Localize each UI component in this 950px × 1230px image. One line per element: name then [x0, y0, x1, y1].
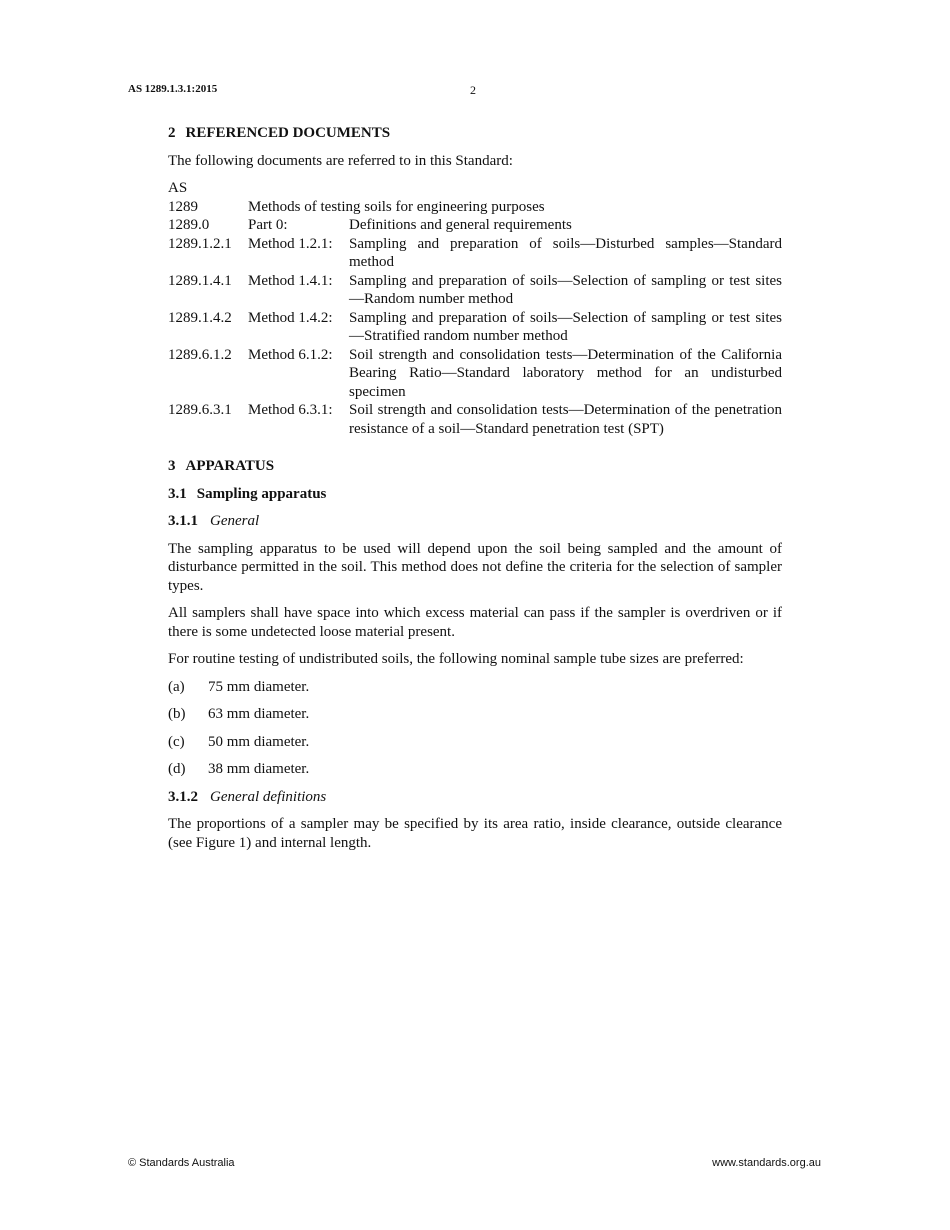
reference-series-title: Methods of testing soils for engineering purposes [248, 198, 545, 215]
reference-method: Method 1.4.1: [248, 272, 333, 289]
list-text: 63 mm diameter. [208, 706, 310, 722]
reference-method: Method 6.1.2: [248, 346, 333, 363]
paragraph: All samplers shall have space into which excess material can pass if the sampler is overdriven or if there is some undetected loose material present. [168, 605, 782, 640]
list-label: (a) [168, 678, 185, 695]
paragraph: The proportions of a sampler may be specified by its area ratio, inside clearance, outside clearance (see Figure 1) and internal length. [168, 816, 782, 851]
list-label: (b) [168, 706, 186, 722]
section-2-intro: The following documents are referred to in this Standard: [168, 152, 513, 169]
section-title: APPARATUS [185, 458, 275, 474]
reference-row [168, 346, 782, 402]
list-text: 50 mm diameter. [208, 733, 310, 750]
reference-row [168, 216, 782, 235]
clause-title: General [210, 513, 260, 529]
reference-list [168, 179, 782, 438]
section-3-heading [168, 457, 782, 476]
list-label: (c) [168, 733, 185, 750]
reference-code: 1289 [168, 198, 198, 215]
clause-title: General definitions [210, 788, 327, 805]
section-title: REFERENCED DOCUMENTS [185, 125, 391, 141]
reference-title: Soil strength and consolidation tests—Determination of the penetration resistance of a soil—Standard penetration test (SPT) [349, 402, 782, 437]
document-body [168, 124, 782, 861]
reference-title: Sampling and preparation of soils—Selection of sampling or test sites—Stratified random number method [349, 309, 782, 344]
section-number: 2 [168, 125, 176, 141]
reference-code: 1289.0 [168, 217, 210, 233]
subsection-number: 3.1 [168, 485, 187, 502]
page-header [128, 83, 828, 99]
reference-code: 1289.6.1.2 [168, 346, 232, 363]
reference-method: Method 6.3.1: [248, 402, 333, 418]
section-number: 3 [168, 458, 176, 474]
subsection-title: Sampling apparatus [196, 485, 327, 502]
standard-id: AS 1289.1.3.1:2015 [128, 83, 218, 95]
clause-3-1-1-heading [168, 512, 782, 531]
reference-row [168, 309, 782, 346]
reference-title: Sampling and preparation of soils—Selection of sampling or test sites—Random number method [349, 272, 782, 307]
paragraph: For routine testing of undistributed soils, the following nominal sample tube sizes are preferred: [168, 651, 744, 667]
reference-code: 1289.1.2.1 [168, 235, 232, 252]
reference-method: Part 0: [248, 217, 288, 233]
copyright-notice: © Standards Australia [128, 1157, 235, 1169]
website-url: www.standards.org.au [712, 1157, 821, 1169]
reference-code: 1289.1.4.1 [168, 272, 232, 289]
list-text: 75 mm diameter. [208, 678, 310, 695]
list-item [168, 733, 782, 752]
reference-code: 1289.6.3.1 [168, 402, 232, 418]
reference-title: Sampling and preparation of soils—Disturbed samples—Standard method [349, 235, 782, 270]
reference-row [168, 272, 782, 309]
clause-3-1-2-heading [168, 788, 782, 807]
list-text: 38 mm diameter. [208, 761, 310, 777]
paragraph: The sampling apparatus to be used will depend upon the soil being sampled and the amount of disturbance permitted in the soil. This method does not define the criteria for the selection of sampler types. [168, 540, 782, 594]
reference-group-label: AS [168, 180, 188, 196]
reference-title: Soil strength and consolidation tests—Determination of the California Bearing Ratio—Standard laboratory method for an undisturbed specimen [349, 346, 782, 400]
page-number: 2 [470, 83, 476, 97]
clause-number: 3.1.1 [168, 513, 198, 529]
list-item [168, 678, 782, 697]
reference-title: Definitions and general requirements [349, 217, 572, 233]
list-item [168, 705, 782, 724]
list-item [168, 760, 782, 779]
reference-row [168, 235, 782, 272]
reference-code: 1289.1.4.2 [168, 309, 232, 326]
section-2-heading [168, 124, 782, 143]
reference-row [168, 198, 782, 217]
reference-method: Method 1.4.2: [248, 309, 333, 326]
reference-method: Method 1.2.1: [248, 235, 333, 252]
list-label: (d) [168, 761, 186, 777]
reference-row [168, 401, 782, 438]
subsection-3-1-heading [168, 485, 782, 504]
clause-number: 3.1.2 [168, 788, 198, 805]
